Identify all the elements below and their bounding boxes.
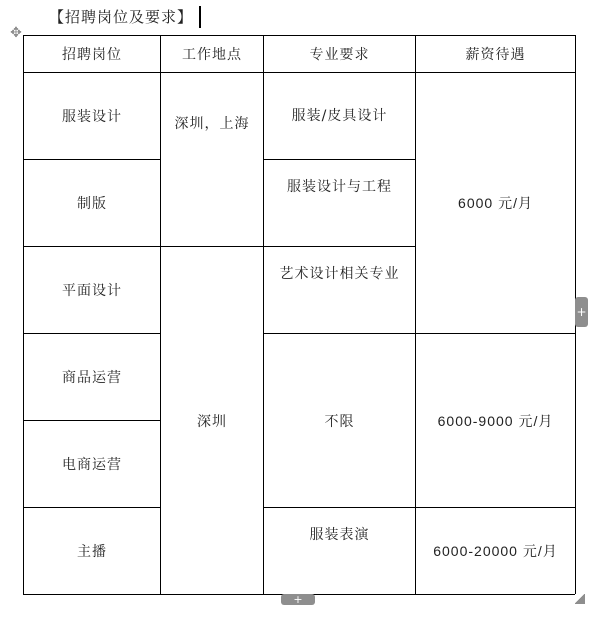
location-cell[interactable]: 深圳 [161, 247, 264, 595]
move-arrows-icon[interactable]: ✥ [10, 25, 22, 41]
table-row [24, 508, 576, 595]
text-cursor [199, 6, 201, 28]
table-row [24, 334, 576, 421]
plus-icon: + [293, 593, 303, 606]
position-cell[interactable]: 制版 [24, 160, 161, 247]
position-cell[interactable]: 主播 [24, 508, 161, 595]
resize-corner-icon[interactable] [575, 594, 585, 604]
add-row-button[interactable] [281, 594, 315, 605]
major-text: 服装/皮具设计 [291, 108, 388, 124]
major-text: 艺术设计相关专业 [279, 266, 400, 282]
header-cell-location[interactable]: 工作地点 [161, 36, 264, 73]
major-text: 服装设计与工程 [287, 179, 392, 195]
salary-cell[interactable]: 6000 元/月 [416, 73, 576, 334]
salary-cell[interactable]: 6000-9000 元/月 [416, 334, 576, 508]
major-cell[interactable]: 不限 [264, 334, 416, 508]
position-cell[interactable]: 电商运营 [24, 421, 161, 508]
header-cell-salary[interactable]: 薪资待遇 [416, 36, 576, 73]
table-row [24, 73, 576, 160]
location-text: 深圳，上海 [174, 116, 250, 132]
header-cell-major[interactable]: 专业要求 [264, 36, 416, 73]
section-heading: 【招聘岗位及要求】 [49, 8, 194, 26]
table-header-row [24, 36, 576, 73]
salary-cell[interactable]: 6000-20000 元/月 [416, 508, 576, 595]
position-cell[interactable]: 平面设计 [24, 247, 161, 334]
position-cell[interactable]: 商品运营 [24, 334, 161, 421]
position-cell[interactable]: 服装设计 [24, 73, 161, 160]
recruitment-table [23, 35, 576, 595]
location-cell[interactable] [161, 73, 264, 247]
major-cell[interactable] [264, 160, 416, 247]
major-cell[interactable] [264, 508, 416, 595]
major-text: 服装表演 [309, 527, 370, 543]
add-column-button[interactable] [575, 297, 588, 327]
plus-icon: + [576, 305, 587, 319]
header-cell-position[interactable]: 招聘岗位 [24, 36, 161, 73]
major-cell[interactable] [264, 247, 416, 334]
major-cell[interactable] [264, 73, 416, 160]
